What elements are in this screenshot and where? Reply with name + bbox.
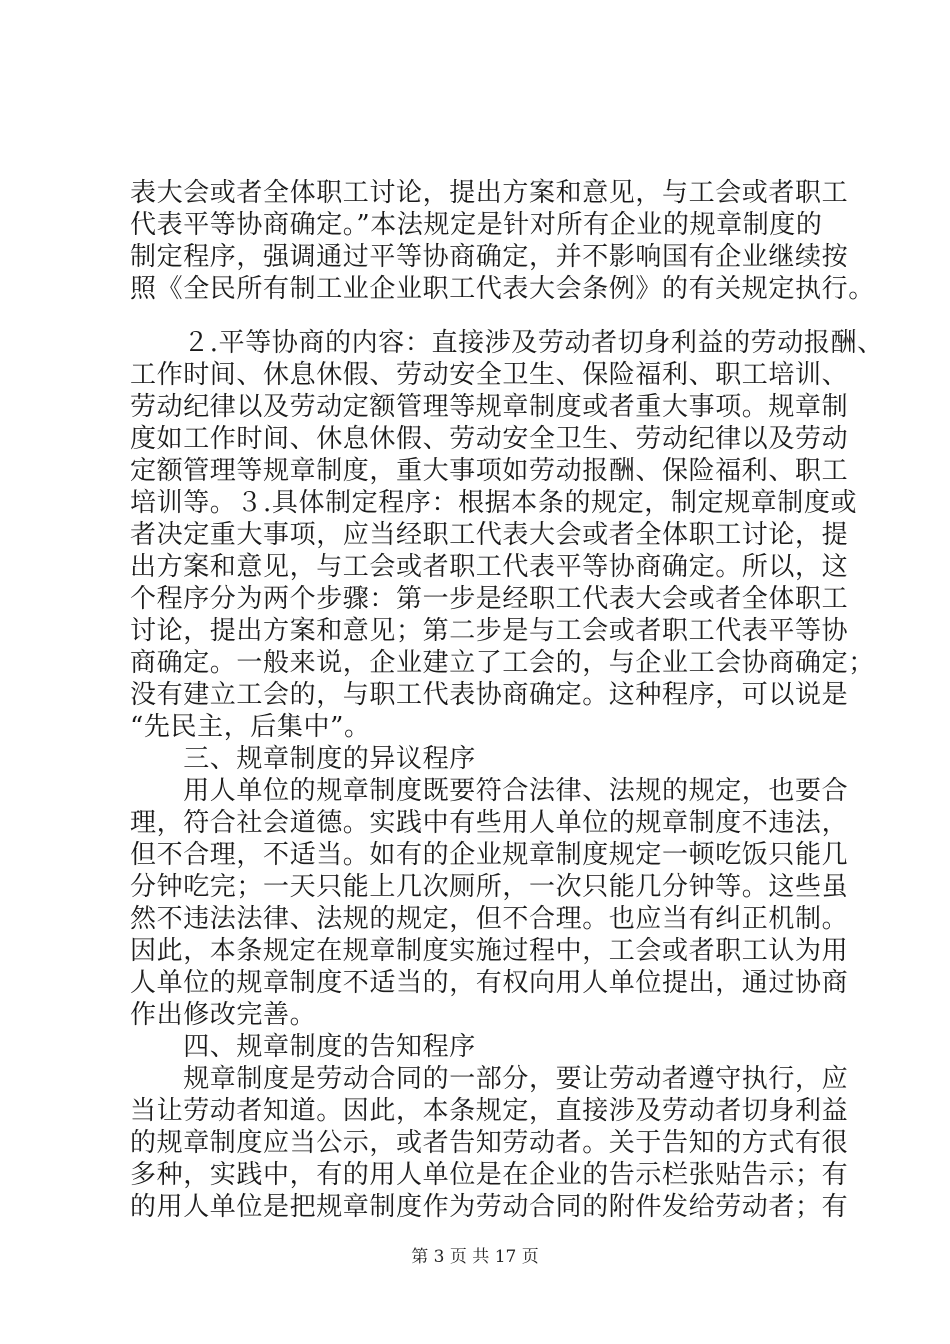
body-text-line: ２.平等协商的内容：直接涉及劳动者切身利益的劳动报酬、 [130, 328, 884, 358]
body-text-line: 定额管理等规章制度，重大事项如劳动报酬、保险福利、职工 [130, 456, 849, 486]
section-heading: 三、规章制度的异议程序 [130, 744, 476, 774]
section-heading: 四、规章制度的告知程序 [130, 1032, 476, 1062]
body-text-line: 度如工作时间、休息休假、劳动安全卫生、劳动纪律以及劳动 [130, 424, 849, 454]
body-text-line: 因此，本条规定在规章制度实施过程中，工会或者职工认为用 [130, 936, 849, 966]
body-text-line: 当让劳动者知道。因此，本条规定，直接涉及劳动者切身利益 [130, 1096, 849, 1126]
body-text-line: 理，符合社会道德。实践中有些用人单位的规章制度不违法， [130, 808, 849, 838]
body-text-line: 出方案和意见，与工会或者职工代表平等协商确定。所以，这 [130, 552, 849, 582]
page-number-footer: 第 3 页 共 17 页 [411, 1247, 539, 1267]
body-text-line: 用人单位的规章制度既要符合法律、法规的规定，也要合 [130, 776, 849, 806]
body-text-line: 者决定重大事项，应当经职工代表大会或者全体职工讨论，提 [130, 520, 849, 550]
body-text-line: 分钟吃完；一天只能上几次厕所，一次只能几分钟等。这些虽 [130, 872, 849, 902]
body-text-line: 培训等。３.具体制定程序：根据本条的规定，制定规章制度或 [130, 488, 858, 518]
body-text-line: 的用人单位是把规章制度作为劳动合同的附件发给劳动者；有 [130, 1192, 849, 1222]
body-text-line: 表大会或者全体职工讨论，提出方案和意见，与工会或者职工 [130, 178, 849, 208]
body-text-line: 的规章制度应当公示，或者告知劳动者。关于告知的方式有很 [130, 1128, 849, 1158]
body-text-line: 规章制度是劳动合同的一部分，要让劳动者遵守执行，应 [130, 1064, 849, 1094]
body-text-line: 代表平等协商确定。”本法规定是针对所有企业的规章制度的 [130, 210, 823, 240]
body-text-line: “先民主，后集中”。 [130, 712, 371, 742]
body-text-line: 讨论，提出方案和意见；第二步是与工会或者职工代表平等协 [130, 616, 849, 646]
body-text-line: 个程序分为两个步骤：第一步是经职工代表大会或者全体职工 [130, 584, 849, 614]
body-text-line: 然不违法法律、法规的规定，但不合理。也应当有纠正机制。 [130, 904, 849, 934]
body-text-line: 工作时间、休息休假、劳动安全卫生、保险福利、职工培训、 [130, 360, 849, 390]
body-text-line: 制定程序，强调通过平等协商确定，并不影响国有企业继续按 [130, 242, 849, 272]
body-text-line: 没有建立工会的，与职工代表协商确定。这种程序，可以说是 [130, 680, 849, 710]
body-text-line: 照《全民所有制工业企业职工代表大会条例》的有关规定执行。 [130, 274, 875, 304]
body-text-line: 人单位的规章制度不适当的，有权向用人单位提出，通过协商 [130, 968, 849, 998]
body-text-line: 商确定。一般来说，企业建立了工会的，与企业工会协商确定； [130, 648, 875, 678]
body-text-line: 劳动纪律以及劳动定额管理等规章制度或者重大事项。规章制 [130, 392, 849, 422]
body-text-line: 作出修改完善。 [130, 1000, 317, 1030]
body-text-line: 但不合理，不适当。如有的企业规章制度规定一顿吃饭只能几 [130, 840, 849, 870]
body-text-line: 多种，实践中，有的用人单位是在企业的告示栏张贴告示；有 [130, 1160, 849, 1190]
